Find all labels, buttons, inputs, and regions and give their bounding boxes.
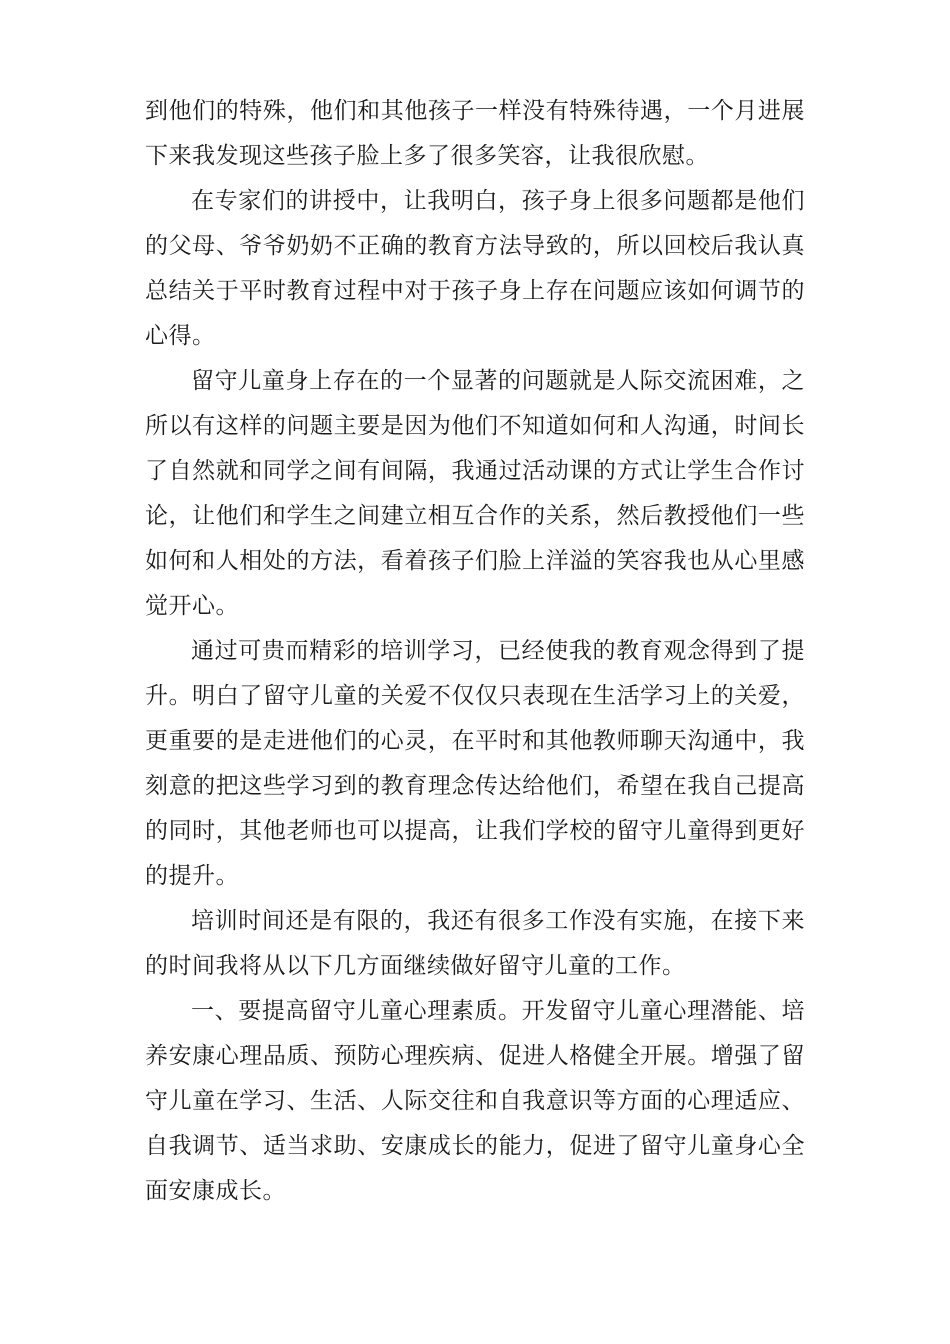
paragraph: 在专家们的讲授中，让我明白，孩子身上很多问题都是他们的父母、爷爷奶奶不正确的教育方法导致的，所以回校后我认真总结关于平时教育过程中对于孩子身上存在问题应该如何调节的心得。 [145,188,805,349]
document-body [145,89,805,1214]
paragraph: 培训时间还是有限的，我还有很多工作没有实施，在接下来的时间我将从以下几方面继续做好留守儿童的工作。 [145,908,805,979]
paragraph-continued: 到他们的特殊，他们和其他孩子一样没有特殊待遇，一个月进展下来我发现这些孩子脸上多了很多笑容，让我很欣慰。 [145,98,805,169]
paragraph: 一、要提高留守儿童心理素质。开发留守儿童心理潜能、培养安康心理品质、预防心理疾病、促进人格健全开展。增强了留守儿童在学习、生活、人际交往和自我意识等方面的心理适应、自我调节、适当求助、安康成长的能力，促进了留守儿童身心全面安康成长。 [145,998,805,1204]
paragraph: 留守儿童身上存在的一个显著的问题就是人际交流困难，之所以有这样的问题主要是因为他们不知道如何和人沟通，时间长了自然就和同学之间有间隔，我通过活动课的方式让学生合作讨论，让他们和学生之间建立相互合作的关系，然后教授他们一些如何和人相处的方法，看着孩子们脸上洋溢的笑容我也从心里感觉开心。 [145,368,805,619]
paragraph: 通过可贵而精彩的培训学习，已经使我的教育观念得到了提升。明白了留守儿童的关爱不仅仅只表现在生活学习上的关爱，更重要的是走进他们的心灵，在平时和其他教师聊天沟通中，我刻意的把这些学习到的教育理念传达给他们，希望在我自己提高的同时，其他老师也可以提高，让我们学校的留守儿童得到更好的提升。 [145,638,805,889]
